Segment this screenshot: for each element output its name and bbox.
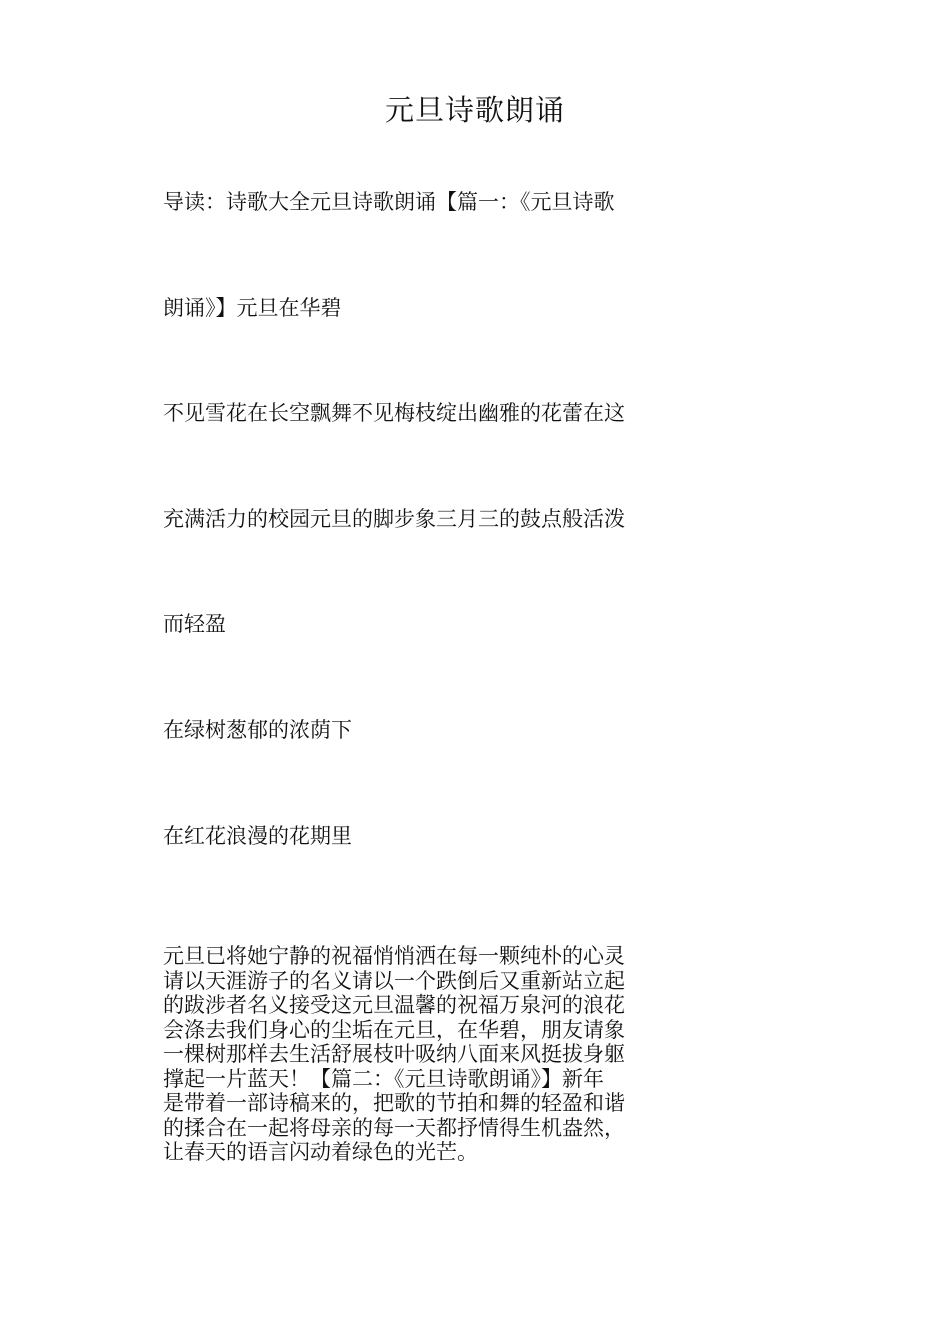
paragraph-line: 会涤去我们身心的尘垢在元旦，在华碧，朋友请象: [163, 1017, 625, 1042]
paragraph-line: 的跋涉者名义接受这元旦温馨的祝福万泉河的浪花: [163, 993, 625, 1017]
text-line: 朗诵》】元旦在华碧: [163, 296, 342, 320]
text-line: 在绿树葱郁的浓荫下: [163, 718, 352, 742]
paragraph-line: 一棵树那样去生活舒展枝叶吸纳八面来风挺拔身躯: [163, 1042, 625, 1066]
text-line: 而轻盈: [163, 612, 226, 636]
paragraph-line: 元旦已将她宁静的祝福悄悄洒在每一颗纯朴的心灵: [163, 944, 625, 968]
paragraph-line: 撑起一片蓝天！【篇二：《元旦诗歌朗诵》】新年: [163, 1066, 604, 1091]
document-title: 元旦诗歌朗诵: [384, 93, 565, 127]
text-line: 导读：诗歌大全元旦诗歌朗诵【篇一：《元旦诗歌: [163, 190, 615, 214]
text-line: 充满活力的校园元旦的脚步象三月三的鼓点般活泼: [163, 507, 625, 531]
body-paragraph: [163, 944, 643, 1165]
text-line: 不见雪花在长空飘舞不见梅枝绽出幽雅的花蕾在这: [163, 401, 625, 425]
text-line: 在红花浪漫的花期里: [163, 824, 352, 848]
paragraph-line: 让春天的语言闪动着绿色的光芒。: [163, 1140, 478, 1164]
paragraph-line: 请以天涯游子的名义请以一个跌倒后又重新站立起: [163, 968, 625, 993]
paragraph-line: 的揉合在一起将母亲的每一天都抒情得生机盎然，: [163, 1115, 625, 1140]
paragraph-line: 是带着一部诗稿来的，把歌的节拍和舞的轻盈和谐: [163, 1091, 625, 1115]
